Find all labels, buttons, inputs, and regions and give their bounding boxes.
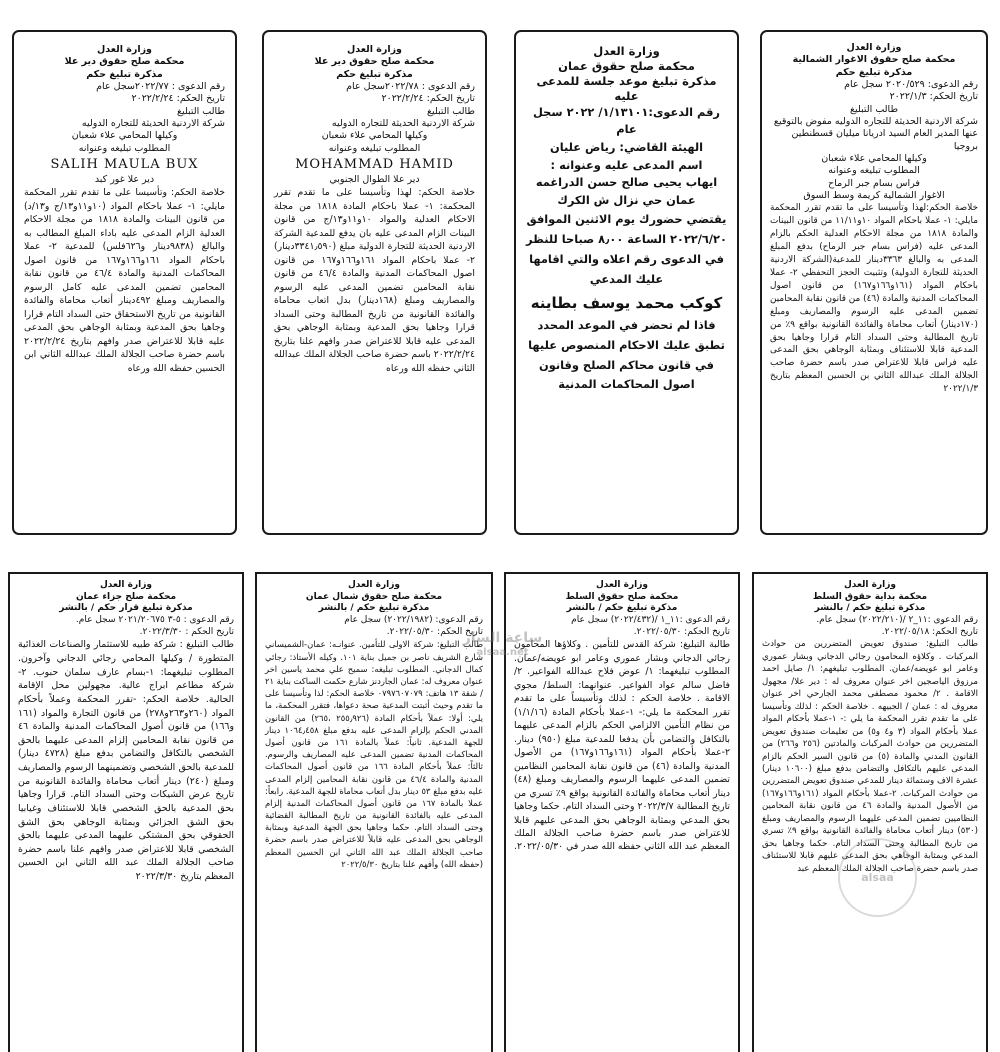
target-name: فراس بسام جبر الرماح [828,177,920,189]
ministry-title: وزارة العدل [595,580,649,590]
requester: شركة الاردنية الحديثة للتجاره الدوليه [81,118,225,130]
case-number: رقم الدعوى: ٢٠٢٠/٥٢٩ سجل عام [844,79,978,91]
judge-name: الهيئة القاضي: رياض عليان [549,140,704,155]
notice-north-ghor [760,30,988,535]
target-label: المطلوب تبليغه وعنوانه [78,142,171,154]
target-name: SALIH MAULA BUX [50,157,199,173]
notice-body: طالب التبليغ: صندوق تعويض المتضررين من حوادث المركبات . وكلاؤه المحامون رجائي الدجاني وبشار عموري وعامر ابو عويضه/عمان. المطلوب تبليغهم: ١/ صايل احمد مرزوق الياصجين اخر عنوان معروف له : دير علا/ مجهول الاقامة . ٢/ محمود مصطفى محمد الجارحي اخر عنوان معروف له : عمان / الجبيهه . خلاصة الحكم : لذلك وتأسيسا على ما تقدم تقرر المحكمة ما يلي :- ١-عملا بأحكام المواد عملا بأحكام المواد (٣ و٤ و٥) من تعليمات صندوق تعويض المتضررين من حوادث المركبات والمادتين (٢٥٦ و٢٦٦) من القانون المدني والمادة (٥) من قانون السير الحكم بالزام المدعى عليهم بالتكافل والتضامن بدفع مبلغ (١٠٦٠٠ دينار) عشرة الاف وستمائة دينار للمدعي صندوق تعويض المتضررين من حوادث المركبات. ٢-عملا بأحكام المواد (١٦١و١٦٦و١٦٧) من الأصول المدنية والمادة ٤٦ من قانون نقابة المحامين النظاميين تضمين المدعى عليهما الرسوم والمصاريف ومبلغ (٥٣٠) دينار أتعاب محاماة والفائدة القانونية بواقع ٩٪ تسري من تاريخ المطالبة وحتى السداد التام. حكما وجاهيا بحق المدعي وبمثابة الوجاهي بحق المدعى عليهم قابلا للاستئناف صدر باسم حضرة صاحب الجلالة الملك المعظم عبد [762,639,979,874]
defendant-label: اسم المدعى عليه وعنوانه : [550,157,703,172]
court-name: محكمة صلح حقوق عمان [558,58,695,73]
target-address: دير علا الطوال الجنوبي [329,174,420,186]
case-number: رقم الدعوى :١١_٢ /(٢٠٢٢/٢١٠) سجل عام. [816,615,978,626]
requester: شركة الاردنية الحديثة للتجاره الدوليه مفوض بالتوقيع عنها المدير العام السيد ادريانا ميليان قسطنطين بروجيا [773,116,978,152]
court-name: محكمة صلح حقوق دير علا [314,56,435,68]
judgment-date: تاريخ الحكم : ٢٠٢٢/٣/٣٠. [139,626,234,637]
notice-type: مذكرة تبليغ حكم / بالنشر [814,603,926,614]
judgment-date: تاريخ الحكم: ٢٠٢٢/٢/٢٤ [131,93,225,105]
requester-label: طالب التبليغ [426,105,475,117]
judgment-date: تاريخ الحكم: ٢٠٢٢/٠٥/٣٠. [633,626,730,637]
watermark-url: alsaa.net [476,646,529,658]
plaintiff-name: كوكب محمد يوسف بطاينه [530,293,723,312]
notice-type: مذكرة تبليغ قرار حكم / بالنشر [59,603,193,614]
notice-type: مذكرة تبليغ موعد جلسة للمدعى عليه [536,73,717,103]
notice-type: مذكرة تبليغ حكم / بالنشر [566,603,678,614]
notice-type: مذكرة تبليغ حكم / بالنشر [318,603,430,614]
notice-salt-first-instance [752,572,988,1052]
notice-type: مذكرة تبليغ حكم [86,68,163,80]
ministry-title: وزارة العدل [99,580,153,590]
judgment-date: تاريخ الحكم: ٢٠٢٢/٠٥/٣٠. [386,626,483,637]
court-name: محكمة صلح حقوق الاغوار الشمالية [792,54,956,66]
notice-dir-alla-78 [262,30,487,535]
target-address: الاغوار الشمالية كريمة وسط السوق [803,190,945,202]
court-name: محكمة صلح حقوق شمال عمان [305,591,443,602]
court-name: محكمة صلح جزاء عمان [75,591,177,602]
notice-body: طالب التبليغ: شركة الاولى للتأمين. عنوانـه: عمان-الشميساني شارع الشريف ناصر بن جميل بناية ١٠١. وكيله الأستاذ: رجائي كمال الدجاني. المطلوب تبليغه: سميح علي محمد ياسين اخر عنوان معروف له: عمان الجاردنز شارع حكمت الساكت بناية ٢١ / شقة ١٣ هاتف: ٠٧٩٧٦٠٧٠٧٩ خلاصة الحكم: لذا وتأسيسا على ما تقدم وحيث أثبتت المدعية صحة دعواها، فتقرر المحكمة، ما يلي: أولا: عملاً بأحكام المادة (٢٥٥٫٩٢٦ ،٢٦٥) من القانون المدني الحكم بإلزام المدعى عليه بدفع مبلغ ١٠٦٤٫٤٥٨ دينار للجهة المدعية. ثانياً: عملاً بالمادة ١٦١ من قانون أصول المحاكمات المدنية تضمين المدعى عليه المصاريف والرسوم. ثالثاً: عملاً بأحكام المادة ١٦٦ من قانون أصول المحاكمات المدنية والمادة ٤٦/٤ من قانون نقابة المحامين إلزام المدعى عليه بدفع مبلغ ٥٣ دينار بدل أتعاب محاماة للجهة المدعية. رابعاً: عملا بالمادة ١٦٧ من قانون أصول المحاكمات المدنية إلزام المدعى عليه بالفائدة القانونية من تاريخ المطالبة القضائية وحتى السداد التام. حكما وجاهيا بحق الجهة المدعية وبمثابة الوجاهي بحق المدعى عليه قابلاً للاعتراض صدر باسم حضرة صاحب الجلالة الملك عبد الله الثاني ابن الحسين المعظم (حفظه الله) وأفهم علنا بتاريخ ٢٠٢٢/٥/٣٠ [265,639,484,869]
ministry-title: وزارة العدل [97,44,152,55]
judgment-summary: خلاصة الحكم: لهذا وتأسيسا على ما تقدم تقرر المحكمة: ١- عملا باحكام المادة ١٨١٨ من مجلة الاحكام العدلية والمواد ١٠و١١و١٣/ج من قانون البينات الزام المدعى عليه بان يدفع للمدعية الشركة الاردنية الحديثة للتجارة الدولية مبلغ (٣٣٤١٫٥٩٠دينار) ٢- عملا باحكام المواد ١٦١و١٦٦و١٦٧ من قانون اصول المحاكمات المدنية والمادة ٤٦/٤ من قانون نقابة المحامين تضمين المدعى عليه الرسوم والمصاريف ومبلغ (١٦٨دينار) بدل اتعاب محاماة والفائدة القانونية من تاريخ المطالبة وحتى السداد قرارا وجاهيا بحق المدعية وبمثابة الوجاهي بحق المدعى عليه قابلا للاعتراض صدر وافهم علنا بتاريخ ٢٠٢٢/٢/٢٤ باسم حضرة صاحب الجلالة الملك عبدالله الثاني حفظه الله ورعاه [274,187,475,374]
court-name: محكمة صلح حقوق السلط [565,591,679,602]
lawyer: وكيلها المحامي علاء شعبان [71,130,178,142]
judgment-summary: خلاصة الحكم:لهذا وتأسيسا على ما تقدم تقرر المحكمة مايلي: ١- عملا باحكام المواد ١٠و١١/١١ من قانون البينات والمادة ١٨١٨ من مجلة الاحكام العدلية الحكم بالزام المدعى عليه (فراس بسام جبر الرماح) بدفع المبلغ المدعى به والبالغ ٣٣٦٣دينار للمدعية(الشركة الاردنية الحديثة للتجارة الدولية) وتثبيت الحجز التحفظي ٢- عملا باحكام المواد (١٦١و١٦٦و١٦٧) من قانون اصول المحاكمات المدنية والمادة (٤٦) من قانون نقابة المحامين تضمين المدعى عليه الرسوم والمصاريف ومبلغ (١٧٠دينار) أتعاب محاماة والفائدة القانونية بواقع ٩٪ من تاريخ المطالبة وحتى السداد التام قرارا وجاهيا بحق المدعية قابلا للاستئناف وبمثابة الوجاهي بحق المدعى عليه فراس قابلا للاعتراض صدر باسم حضرة صاحب الجلالة الملك عبدالله الثاني بن الحسين المعظم بتاريخ ٢٠٢٢/١/٣ [770,203,979,395]
target-label: المطلوب تبليغه وعنوانه [328,142,421,154]
target-address: دير علا غور كبد [94,174,155,186]
notice-amman-session [514,30,739,535]
notice-type: مذكرة تبليغ حكم [835,66,913,78]
case-number: رقم الدعوى : ٥-٣ ٢٠٢١/٢٠٦٧٥ سجل عام. [75,615,234,626]
requester-label: طالب التبليغ [176,105,225,117]
ministry-title: وزارة العدل [593,44,660,58]
defendant-address: عمان حي نزال ش الكرك [557,193,696,208]
notice-body: طالب التبليغ : شركة طبيه للاستثمار والصناعات الغذائية المتطورة / وكيلها المحامي رجائي الدجاني وآخرون. المطلوب تبليغهما: ١-بسام عارف سلمان حبوب. ٢-شركة مطاعم ابراج عالية. مجهولين محل الإقامة الحالية. خلاصة الحكم: -تقرر المحكمة وعملاً بأحكام المواد (٢٦٠و٢٦٣و٢٧٨) من قانون التجارة والمواد (١٦١ و١٦٦) من قانون أصول المحاكمات المدنية والمادة ٤٦ من قانون نقابة المحامين إلزام المدعى عليهما بالحق الشخصي بالتكافل والتضامن بدفع مبلغ (٤٧٢٨ دينار) للمدعية بالحق الشخصي وتضمينهما الرسوم والمصاريف ومبلغ (٢٤٠) دينار أتعاب محاماة والفائدة القانونية من تاريخ عرض الشيكات وحتى السداد التام. قرارا وجاهيا بحق المدعية بالحق الشخصي قابلا للاستئناف وغيابيا بحق الشق الجزائي وبمثابة الوجاهي بحق الشق الحقوقي بحق المشتكى عليهما المدعى عليهما بالحق الشخصي قابلا للاعتراض صدر وافهم علنا باسم حضرة صاحب الجلالة الملك عبد الله الثاني ابن الحسين المعظم بتاريخ ٢٠٢٢/٣/٣٠ [18,639,235,883]
judgment-date: تاريخ الحكم: ٢٠٢٢/٠٥/١٨. [881,626,978,637]
target-name: MOHAMMAD HAMID [295,157,454,173]
judgment-date: تاريخ الحكم: ٢٠٢٢/١/٣ [889,91,978,103]
ministry-title: وزارة العدل [347,44,402,55]
court-name: محكمة بداية حقوق السلط [812,591,928,602]
notice-amman-criminal [8,572,244,1052]
ministry-title: وزارة العدل [846,42,902,53]
notice-type: مذكرة تبليغ حكم [336,68,413,80]
requester-label: طالب التبليغ [849,103,899,115]
defendant-name: ايهاب يحيى صالح حسن الدراغمه [535,175,718,190]
judgment-summary: خلاصة الحكم: وتأسيسا على ما تقدم تقرر المحكمة مايلي: ١- عملا باحكام المواد (١٠و١١و١٣/ج و١٣/د) من قانون البينات والمادة ١٨١٨ من مجلة الاحكام العدلية الزام المدعى عليه باداء المبلغ المطالب به والبالغ (٩٨٣٨دينار و٦٢٦فلس) للمدعية ٢- عملا باحكام المواد ١٦١و١٦٦و١٦٧ من قانون اصول المحاكمات المدنية والمادة ٤٦/٤ من قانون نقابة المحامين تضمين المدعى عليه كامل الرسوم والمصاريف ومبلغ ٤٩٢دينار أتعاب محاماة والفائدة القانونية من تاريخ الاستحقاق حتى السداد التام قرارا وجاهيا بحق المدعية وبمثابة الوجاهي بحق المدعى عليه قابلا للاعتراض صدر وافهم بتاريخ ٢٠٢٢/٢/٢٤ باسم حضرة صاحب الجلالة الملك عبدالله الثاني ابن الحسين حفظه الله ورعاه [24,187,225,374]
notice-dir-alla-77 [12,30,237,535]
target-label: المطلوب تبليغه وعنوانه [828,165,920,177]
ministry-title: وزارة العدل [843,580,897,590]
case-number: رقم الدعوى : ٢٠٢٢/٧٧سجل عام [96,81,225,93]
judgment-date: تاريخ الحكم: ٢٠٢٢/٢/٢٤ [381,93,475,105]
lawyer: وكيلها المحامي علاء شعبان [821,153,927,165]
notice-body: طالبة التبليغ: شركة القدس للتأمين . وكلاؤها المحامون رجائي الدجاني وبشار عموري وعامر ابو عويضه/عمان. المطلوب تبليغهما: ١/ عوض فلاح عبدالله الفواعير. ٢/ فاضل سالم عواد الفواعير. عنوانهما: السلط/ مجوي الاقامة . خلاصة الحكم : لذلك وتأسيساً على ما تقدم تقرر المحكمة ما يلي:- ١-عملا بأحكام المادة (١/١/١٦) من نظام التأمين الالزامي الحكم بالزام المدعى عليهما بالتكافل والتضامن بأن يدفعا للمدعية مبلغ (٩٥٠) دينار. ٢-عملا بأحكام المواد (١٦١و١٦٦و١٦٧) من الأصول المدنية والمادة (٤٦) من قانون نقابة المحامين النظامين تضمين المدعى عليهما الرسوم والمصاريف ومبلغ (٤٨) دينار أتعاب محاماة والفائدة القانونية بواقع ٩٪ تسري من تاريخ المطالبة ٢٠٢٢/٣/٧ وحتى السداد التام. حكما وجاهيا بحق المدعي وبمثابة الوجاهي بحق المدعى عليهم قابلا للاعتراض صدر باسم حضرة صاحب الجلالة الملك المعظم عبد الله الثاني حفظه الله صدر في ٢٠٢٢/٠٥/٣٠. [513,639,731,853]
lawyer: وكيلها المحامي علاء شعبان [321,130,428,142]
case-number: رقم الدعوى:١/١٣١٠١/ ٢٠٢٢ سجل عام [533,104,720,137]
site-watermark [445,630,560,659]
session-details: يقتضي حضورك يوم الاثنين الموافق ٢٠٢٢/٦/٢٠ الساعة ٨٫٠٠ صباحا للنظر في الدعوى رقم اعلاه والتي اقامها عليك المدعي [526,211,727,286]
watermark-title: ساعة السار [462,630,543,646]
case-number: رقم الدعوى: (٢٠٢٢/١٩٨٢) سجل عام [344,615,483,626]
closing-warning: فاذا لم تحضر في الموعد المحدد تطبق عليك الاحكام المنصوص عليها في قانون محاكم الصلح وقانون اصول المحاكمات المدنية [528,317,725,392]
case-number: رقم الدعوى :١١_١ /(٢٠٢٢/٤٣٢) سجل عام [571,615,730,626]
requester: شركة الاردنية الحديثة للتجاره الدوليه [331,118,475,130]
court-name: محكمة صلح حقوق دير علا [64,56,185,68]
ministry-title: وزارة العدل [347,580,401,590]
watermark-stamp: alsaa [838,838,917,917]
case-number: رقم الدعوى : ٢٠٢٢/٧٨سجل عام [346,81,475,93]
